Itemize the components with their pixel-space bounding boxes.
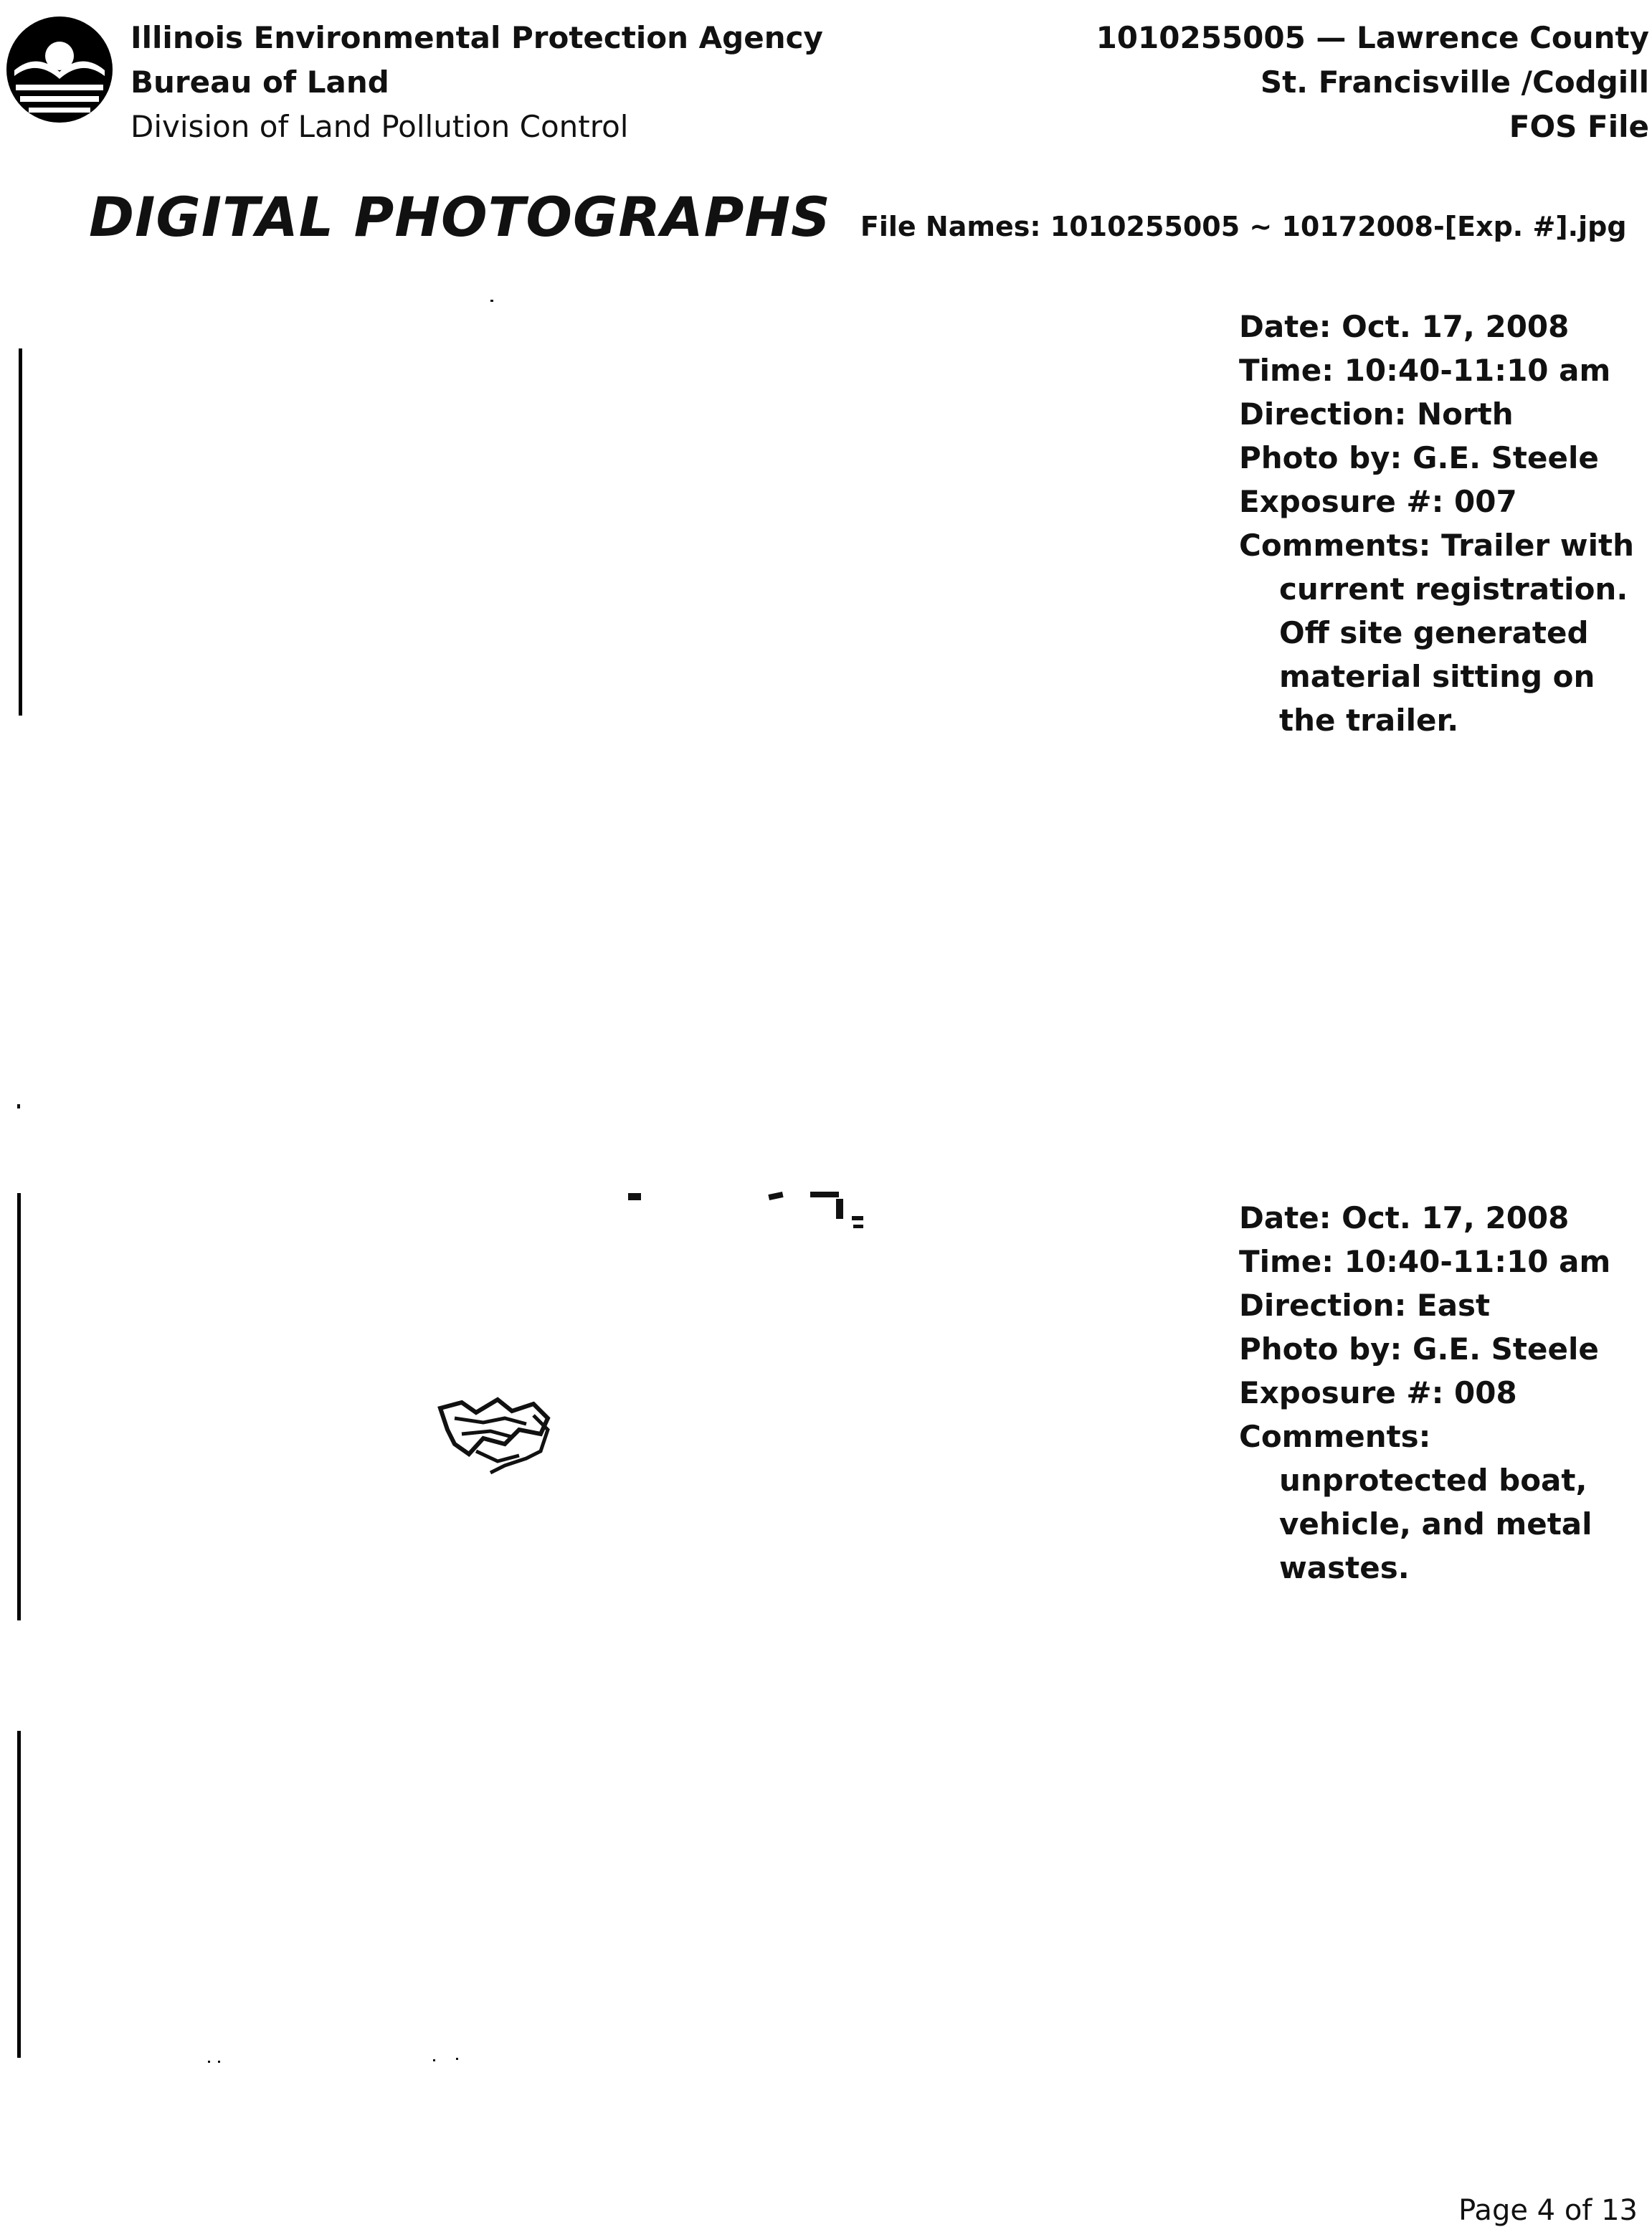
photo-2-comment-line: unprotected boat, (1279, 1463, 1587, 1498)
photo-2-debris-scribble (433, 1387, 562, 1487)
site-name: St. Francisville /Codgill (1260, 65, 1649, 100)
photo-1-comments-label: Comments: Trailer with (1239, 528, 1634, 563)
photo-2-comments-label: Comments: (1239, 1419, 1431, 1454)
photo-2-fragment (836, 1199, 843, 1219)
photo-3-left-edge (17, 1731, 21, 2058)
photo-3-speck (208, 2061, 210, 2063)
photo-2-caption (1239, 1196, 1610, 1590)
photo-2-fragment (628, 1193, 641, 1200)
division-name: Division of Land Pollution Control (130, 109, 629, 144)
photo-2-direction: Direction: East (1239, 1288, 1491, 1323)
photo-2 (29, 1183, 1205, 1628)
photo-1-date: Date: Oct. 17, 2008 (1239, 309, 1570, 344)
photo-1-left-edge (19, 348, 22, 716)
page-title: DIGITAL PHOTOGRAPHS (89, 185, 831, 249)
photo-3-speck (433, 2059, 435, 2061)
photo-2-photographer: Photo by: G.E. Steele (1239, 1331, 1599, 1367)
photo-1-comment-line: the trailer. (1279, 703, 1459, 738)
photo-1-speck (490, 300, 493, 302)
photo-2-comment-line: vehicle, and metal (1279, 1506, 1592, 1542)
file-type: FOS File (1509, 109, 1649, 144)
photo-2-fragment (852, 1216, 863, 1220)
photo-1-caption (1239, 305, 1634, 742)
photo-1-comment-line: Off site generated (1279, 615, 1589, 650)
photo-1-exposure: Exposure #: 007 (1239, 484, 1517, 519)
photo-1-comment-line: material sitting on (1279, 659, 1595, 694)
photo-2-left-edge (17, 1193, 21, 1620)
page-number: Page 4 of 13 (1458, 2194, 1638, 2227)
site-id-county: 1010255005 — Lawrence County (1096, 20, 1649, 55)
photo-2-fragment (810, 1192, 839, 1197)
agency-block (130, 16, 823, 149)
photo-1-comment-line: current registration. (1279, 571, 1628, 607)
stray-mark (17, 1104, 20, 1108)
photo-1 (29, 295, 1205, 1127)
photo-2-time: Time: 10:40-11:10 am (1239, 1244, 1611, 1279)
photo-3 (29, 1721, 1205, 2065)
photo-3-speck (218, 2061, 220, 2063)
photo-1-photographer: Photo by: G.E. Steele (1239, 440, 1599, 475)
photo-1-direction: Direction: North (1239, 397, 1514, 432)
photo-2-comment-line: wastes. (1279, 1550, 1410, 1585)
photo-2-fragment (768, 1192, 783, 1200)
photo-2-fragment (853, 1225, 863, 1228)
site-block (1096, 16, 1649, 149)
file-names: File Names: 1010255005 ~ 10172008-[Exp. #].jpg (860, 211, 1627, 242)
photo-2-date: Date: Oct. 17, 2008 (1239, 1200, 1570, 1235)
agency-name: Illinois Environmental Protection Agency (130, 20, 823, 55)
photo-3-speck (456, 2058, 458, 2060)
bureau-name: Bureau of Land (130, 65, 389, 100)
photo-1-time: Time: 10:40-11:10 am (1239, 353, 1611, 388)
photo-2-exposure: Exposure #: 008 (1239, 1375, 1517, 1410)
illinois-epa-logo-icon (4, 14, 115, 125)
title-row (89, 185, 1627, 249)
